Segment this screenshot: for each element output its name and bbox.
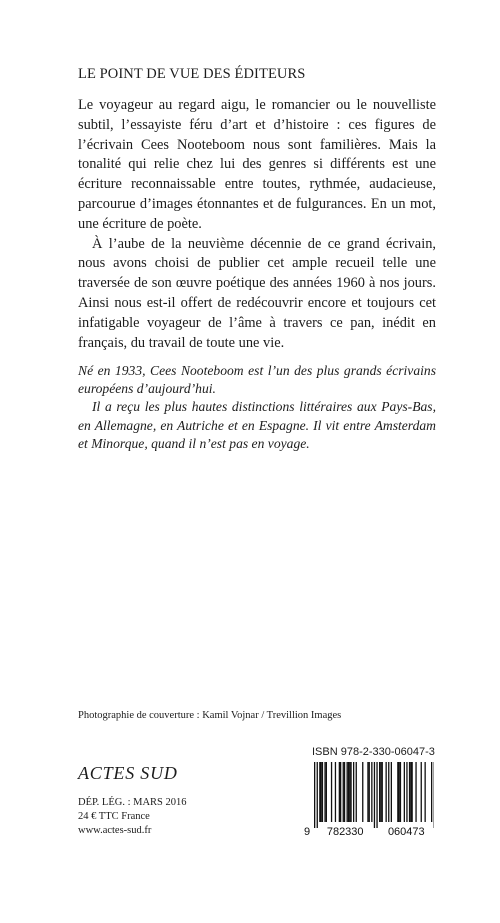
barcode-bar [340, 762, 341, 822]
barcode-bar [317, 762, 318, 828]
section-heading: LE POINT DE VUE DES ÉDITEURS [78, 66, 306, 82]
barcode-bar [344, 762, 345, 822]
price: 24 € TTC France [78, 811, 150, 823]
barcode-bar [348, 762, 349, 822]
barcode-bar [335, 762, 336, 822]
bio-paragraph: Né en 1933, Cees Nooteboom est l’un des plus grands écrivains européens d’aujourd’hui. [78, 363, 436, 397]
barcode-bar [322, 762, 323, 822]
barcode-bar [415, 762, 416, 822]
barcode-bar [314, 762, 315, 828]
author-bio [78, 362, 436, 453]
legal-info [78, 796, 187, 839]
publisher-name: ACTES SUD [78, 763, 178, 783]
barcode-bar [431, 762, 432, 822]
barcode-bar [349, 762, 350, 822]
barcode-bar [343, 762, 344, 822]
barcode-digits: 782330 [326, 826, 364, 838]
publisher-blurb [78, 96, 436, 353]
barcode-bar [319, 762, 320, 822]
barcode-bar [376, 762, 377, 828]
barcode-digits: 060473 [387, 826, 425, 838]
barcode-bar [362, 762, 363, 822]
barcode-bar [369, 762, 370, 822]
photo-credit: Photographie de couverture : Kamil Vojnar / Trevillion Images [78, 710, 342, 721]
barcode-bar [380, 762, 381, 822]
barcode-bar [331, 762, 332, 822]
barcode-bar [400, 762, 401, 822]
barcode-bar [421, 762, 422, 822]
barcode-bar [374, 762, 375, 828]
barcode-bar [397, 762, 398, 822]
barcode-bar [367, 762, 368, 822]
barcode-digits: 9 [304, 826, 311, 838]
barcode-bar [399, 762, 400, 822]
blurb-paragraph: À l’aube de la neuvième décennie de ce grand écrivain, nous avons choisi de publier cet ample recueil telle une traversée de son œuvre poétique des années 1960 à nos jours. Ainsi nous est-il offert de redécouvrir encore et toujours cet infatigable voyageur de l’âme à travers ce pan, inédit en français, du travail de toute une vie. [78, 235, 436, 351]
barcode-bar [326, 762, 327, 822]
blurb-paragraph: Le voyageur au regard aigu, le romancier ou le nouvelliste subtil, l’essayiste féru d’art et d’histoire : ces figures de l’écrivain Cees Nooteboom nous sont familières. Mais la tonalité qui relie chez lui des genres si différents est une écriture reconnaissable entre toutes, rythmée, audacieuse, parcourue d’images étonnantes et de fulgurances. En un mot, une écriture de poète. [78, 97, 436, 232]
barcode-bar [386, 762, 387, 822]
barcode-bar [324, 762, 325, 822]
barcode-bar [347, 762, 348, 822]
barcode-bar [425, 762, 426, 822]
isbn-barcode [302, 760, 434, 838]
barcode-bar [382, 762, 383, 822]
barcode-bar [356, 762, 357, 822]
barcode-bar [353, 762, 354, 822]
barcode-bar [339, 762, 340, 822]
barcode-bar [371, 762, 372, 822]
barcode-bar [388, 762, 389, 822]
legal-deposit: DÉP. LÉG. : MARS 2016 [78, 797, 187, 808]
barcode-bar [412, 762, 413, 822]
barcode-bar [410, 762, 411, 822]
barcode-bar [406, 762, 407, 822]
isbn-label: ISBN 978-2-330-06047-3 [312, 746, 435, 758]
barcode-bar [409, 762, 410, 822]
barcode-bar [350, 762, 351, 822]
barcode-graphic [302, 760, 434, 838]
barcode-bar [391, 762, 392, 822]
website-link[interactable]: www.actes-sud.fr [78, 825, 152, 837]
barcode-bar [379, 762, 380, 822]
barcode-bar [321, 762, 322, 822]
bio-paragraph: Il a reçu les plus hautes distinctions littéraires aux Pays-Bas, en Allemagne, en Autriche et en Espagne. Il vit entre Amsterdam et Minorque, quand il n’est pas en voyage. [78, 399, 436, 451]
barcode-bar [404, 762, 405, 822]
